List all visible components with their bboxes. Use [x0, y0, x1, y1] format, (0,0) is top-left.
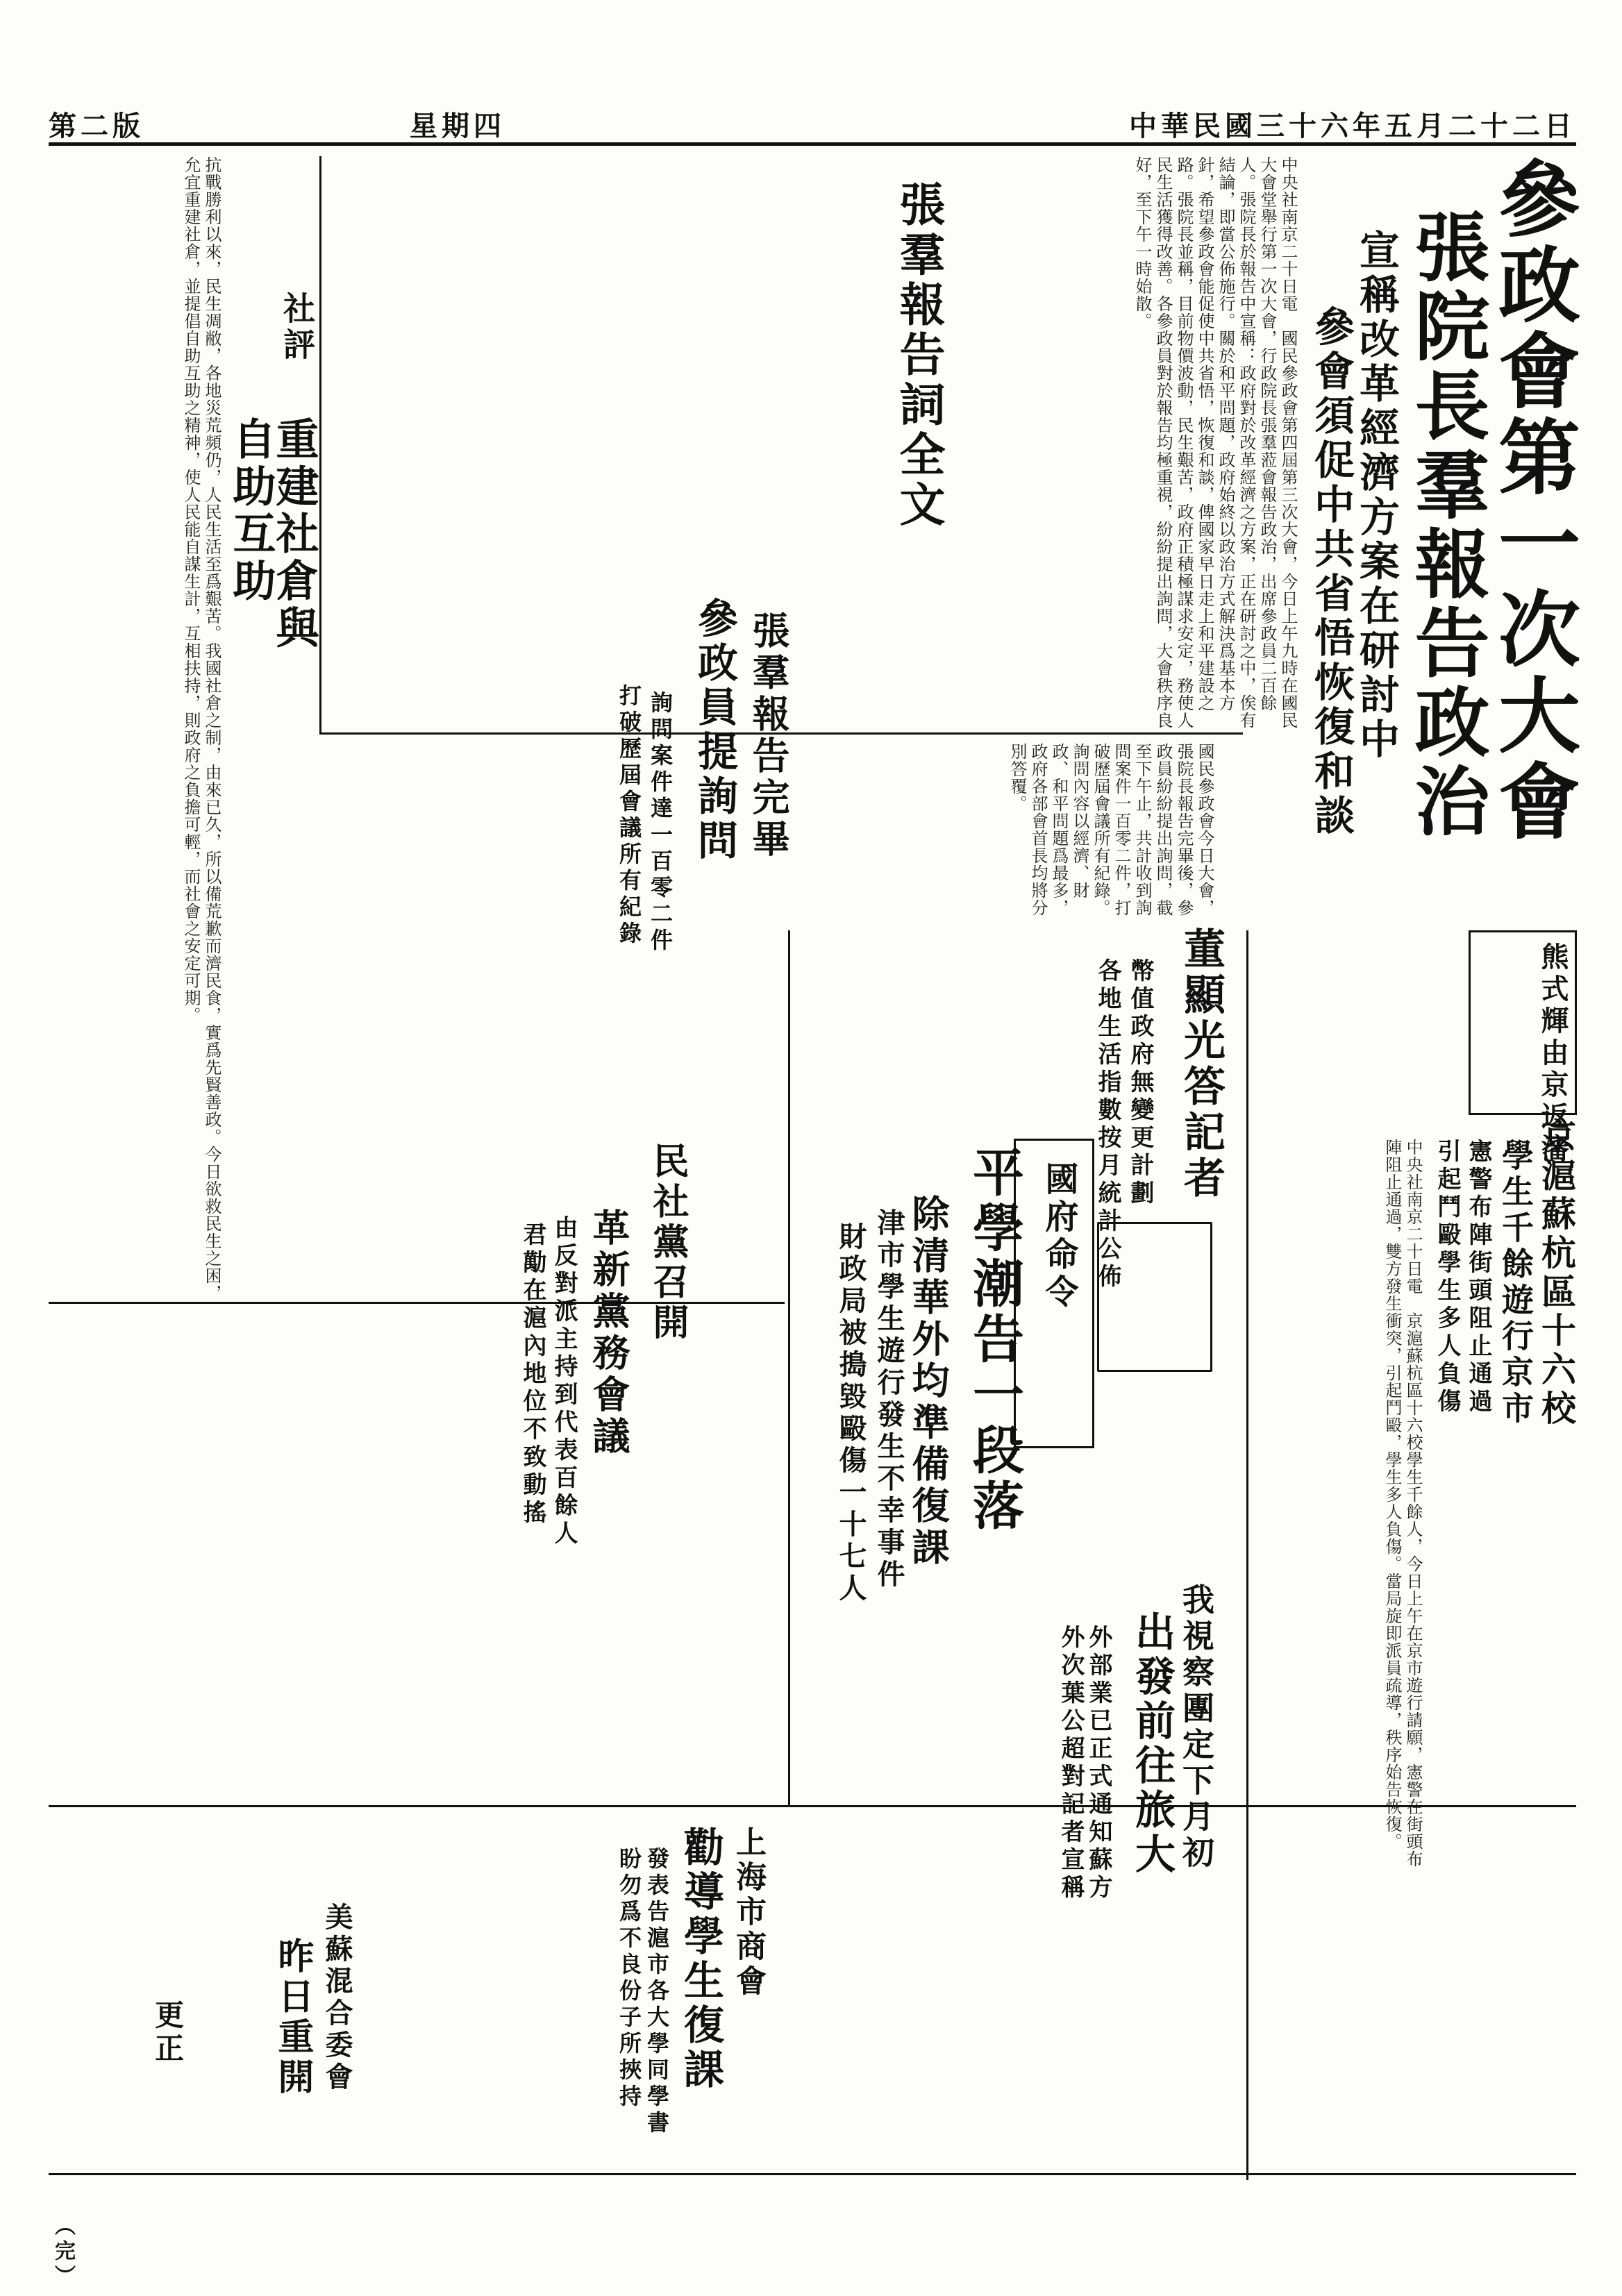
lead-body-text: 中央社南京二十日電 國民參政會第四屆第三次大會，今日上午九時在國民大會堂舉行第一次大會，行政院長張羣蒞會報告政治，出席參政員二百餘人。張院長於報告中宣稱：政府對於改革經濟之方案，正在研討之中，俟有結論，即當公佈施行。關於和平問題，政府始終以政治方式解決爲基本方針，希望參政會能促使中共省悟，恢復和談，俾國家早日走上和平建設之路。張院長並稱，目前物價波動，民生艱苦，政府正積極謀求安定，務使人民生活獲得改善。各參政員對於報告均極重視，紛紛提出詢問，大會秩序良好，至下午一時始散。 — [1132, 156, 1298, 729]
travel-deck-1: 外部業已正式通知蘇方 — [1085, 1625, 1112, 1902]
travel-deck-2: 外次葉公超對記者宣稱 — [1057, 1625, 1085, 1902]
edition-label: 第二版 — [49, 110, 144, 142]
dong-headline: 董顯光答記者 — [1177, 927, 1226, 1202]
editorial-headline: 重建社倉與自助互助 — [226, 417, 319, 653]
students-deck-2: 憲警布陣街頭阻止通過 — [1464, 1139, 1492, 1416]
footer-rule — [49, 2173, 1576, 2175]
date-label: 中華民國三十六年五月二十二日 — [1129, 110, 1576, 142]
students-deck-3: 引起鬥毆學生多人負傷 — [1433, 1139, 1461, 1416]
shanghai-deck-2: 盼勿爲不良份子所挾持 — [616, 1847, 642, 2111]
students-deck-1: 學生千餘遊行京市 — [1497, 1139, 1535, 1427]
shanghai-headline: 上海市商會 — [730, 1826, 766, 2000]
minshe-deck-1: 由反對派主持到代表百餘人 — [550, 1215, 578, 1548]
lower-left-rule — [49, 1302, 785, 1304]
lead-subheadline: 張院長羣報告政治 — [1402, 208, 1489, 841]
masthead-rule — [49, 142, 1576, 146]
end-mark: （完） — [51, 2215, 75, 2290]
inquiry-body-text: 國民參政會今日大會，張院長報告完畢後，參政員紛紛提出詢問，截至下午止，共計收到詢問案件一百零二件，打破歷屆會議所有紀錄。詢問內容以經濟、財政、和平問題爲最多，政府各部會首長均將分別答覆。 — [1008, 743, 1214, 916]
shanghai-deck-1: 發表告滬市各大學同學書 — [644, 1847, 670, 2137]
pingxue-deck-3: 財政局被搗毀毆傷一十七人 — [835, 1222, 867, 1605]
decree-box — [1014, 1139, 1094, 1448]
lower-rule — [49, 1805, 1576, 1807]
corrigendum-label: 更正 — [151, 2000, 185, 2066]
inquiry-deck-2: 打破歷屆會議所有紀錄 — [616, 684, 642, 948]
weekday-label: 星期四 — [410, 110, 505, 142]
xiong-box — [1469, 930, 1577, 1166]
editorial-body-text: 抗戰勝利以來，民生凋敝，各地災荒頻仍，人民生活至爲艱苦。我國社倉之制，由來已久，所以備荒歉而濟民食，實爲先賢善政。今日欲救民生之困，允宜重建社倉，並提倡自助互助之精神，使人民能自謀生計，互相扶持，則政府之負擔可輕，而社會之安定可期。 — [181, 156, 221, 1302]
shanghai-headline-2: 勸導學生復課 — [677, 1826, 724, 2093]
pingxue-deck-1: 除清華外均準備復課 — [906, 1194, 951, 1569]
xiong-headline: 熊式輝由京返瀋 — [1537, 942, 1569, 1166]
seal-stamp-icon — [1097, 1222, 1212, 1372]
lead-deck-2: 參會須促中共省悟恢復和談 — [1307, 305, 1355, 839]
students-headline: 京滬蘇杭區十六校 — [1536, 1118, 1577, 1429]
minshe-deck-2: 君勱在滬內地位不致動搖 — [519, 1222, 546, 1527]
right-vertical-rule — [1246, 930, 1248, 2180]
lead-deck-1: 宣稱改革經濟方案在研討中 — [1353, 229, 1400, 762]
sino-us-headline: 美蘇混合委會 — [321, 1902, 353, 2094]
pingxue-headline: 平學潮告一段落 — [964, 1146, 1024, 1534]
dong-deck-1: 幣值政府無變更計劃 — [1126, 958, 1154, 1208]
inquiry-deck-1: 詢問案件達一百零二件 — [647, 691, 674, 955]
pingxue-deck-2: 津市學生遊行發生不幸事件 — [873, 1208, 905, 1591]
sino-us-headline-2: 昨日重開 — [271, 1937, 314, 2098]
inquiry-headline: 參政員提詢問 — [691, 597, 738, 864]
travel-headline-2: 出發前往旅大 — [1128, 1611, 1176, 1877]
decree-label: 國府命令 — [1039, 1162, 1078, 1312]
lead-headline: 參政會第一次大會 — [1485, 156, 1581, 845]
masthead — [49, 104, 1576, 142]
minshe-headline: 民社黨召開 — [646, 1142, 689, 1343]
report-full-headline: 張羣報告詞全文 — [892, 181, 946, 530]
minshe-headline-2: 革新黨務會議 — [587, 1208, 631, 1458]
dong-deck-2: 各地生活指數按月統計公佈 — [1094, 958, 1121, 1291]
students-body-text: 中央社南京二十日電 京滬蘇杭區十六校學生千餘人，今日上午在京市遊行請願，憲警在街頭布陣阻止通過，雙方發生衝突，引起鬥毆，學生多人負傷。當局旋即派員疏導，秩序始告恢復。 — [1382, 1139, 1423, 1868]
editorial-border — [319, 156, 321, 732]
inquiry-subheadline: 張羣報告完畢 — [746, 611, 791, 861]
center-vertical-rule — [788, 930, 790, 1805]
travel-headline: 我視察團定下月初 — [1178, 1583, 1215, 1872]
editorial-label: 社評 — [278, 292, 316, 364]
